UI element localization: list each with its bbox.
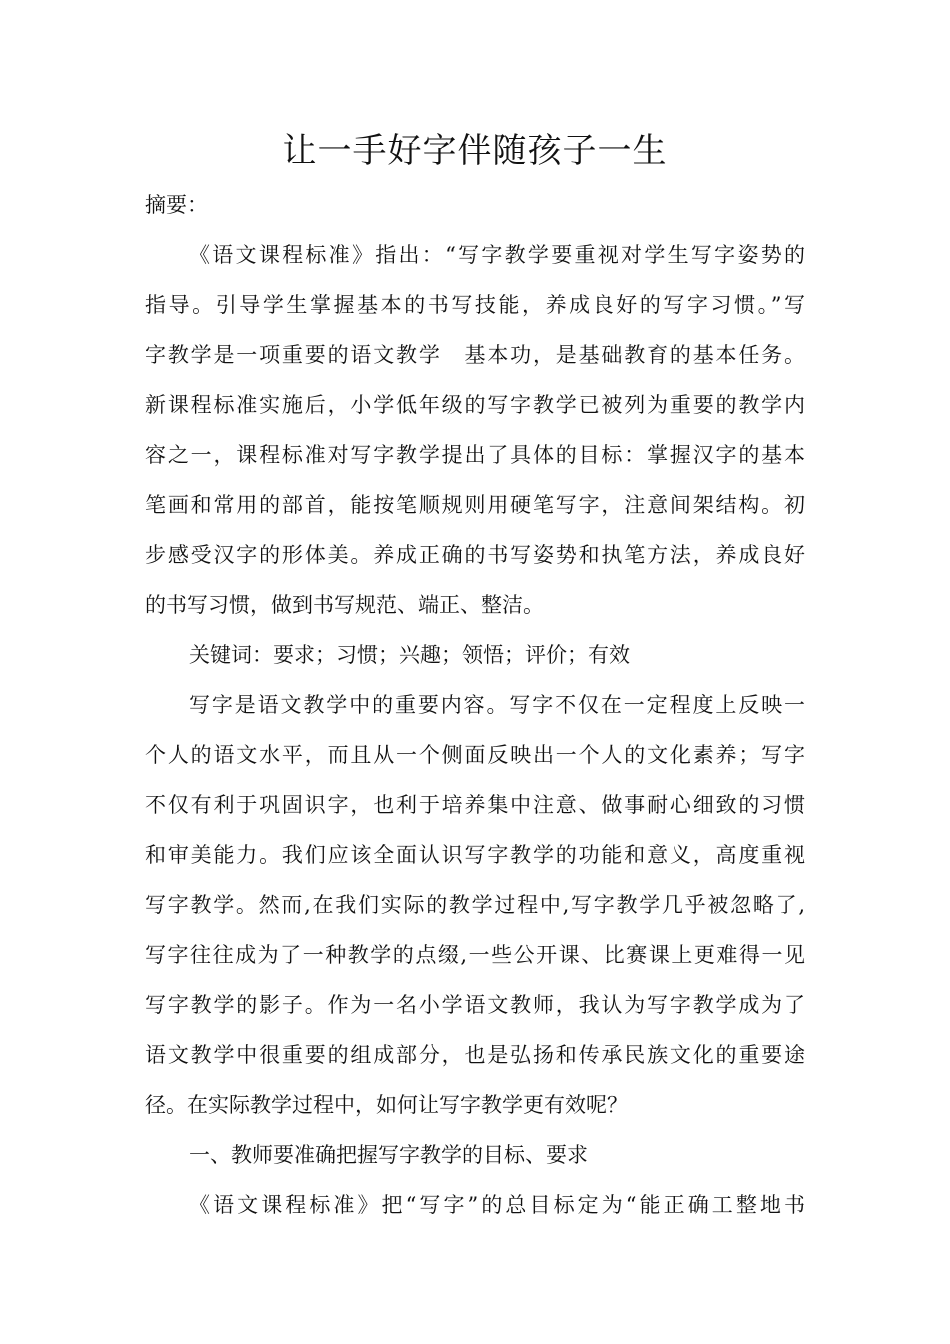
text-line: 个人的语文水平，而且从一个侧面反映出一个人的文化素养；写字 <box>145 743 805 767</box>
text-line: 字教学是一项重要的语文教学 基本功，是基础教育的基本任务。 <box>145 343 805 367</box>
document-title: 让一手好字伴随孩子一生 <box>282 131 668 171</box>
text-line: 写字是语文教学中的重要内容。写字不仅在一定程度上反映一 <box>189 693 805 717</box>
text-line: 步感受汉字的形体美。养成正确的书写姿势和执笔方法，养成良好 <box>145 543 805 567</box>
text-line: 新课程标准实施后，小学低年级的写字教学已被列为重要的教学内 <box>145 393 805 417</box>
text-line: 指导。引导学生掌握基本的书写技能，养成良好的写字习惯。”写 <box>145 293 805 317</box>
text-line: 《语文课程标准》把“写字”的总目标定为“能正确工整地书 <box>189 1193 805 1217</box>
abstract-label: 摘要： <box>145 193 208 217</box>
text-line: 写字教学的影子。作为一名小学语文教师，我认为写字教学成为了 <box>145 993 805 1017</box>
text-line: 径。在实际教学过程中，如何让写字教学更有效呢？ <box>145 1093 628 1117</box>
text-line: 容之一，课程标准对写字教学提出了具体的目标：掌握汉字的基本 <box>145 443 805 467</box>
text-line: 笔画和常用的部首，能按笔顺规则用硬笔写字，注意间架结构。初 <box>145 493 805 517</box>
document-body <box>145 180 805 1230</box>
text-line: 写字教学。然而,在我们实际的教学过程中,写字教学几乎被忽略了, <box>145 893 805 917</box>
text-line: 写字往往成为了一种教学的点缀,一些公开课、比赛课上更难得一见 <box>145 943 805 967</box>
text-line: 不仅有利于巩固识字，也利于培养集中注意、做事耐心细致的习惯 <box>145 793 805 817</box>
text-line: 关键词：要求；习惯；兴趣；领悟；评价；有效 <box>189 643 630 667</box>
text-line: 《语文课程标准》指出：“写字教学要重视对学生写字姿势的 <box>189 243 805 267</box>
text-line: 语文教学中很重要的组成部分，也是弘扬和传承民族文化的重要途 <box>145 1043 805 1067</box>
text-line: 一、教师要准确把握写字教学的目标、要求 <box>189 1143 588 1167</box>
text-line: 的书写习惯，做到书写规范、端正、整洁。 <box>145 593 544 617</box>
text-line: 和审美能力。我们应该全面认识写字教学的功能和意义，高度重视 <box>145 843 805 867</box>
